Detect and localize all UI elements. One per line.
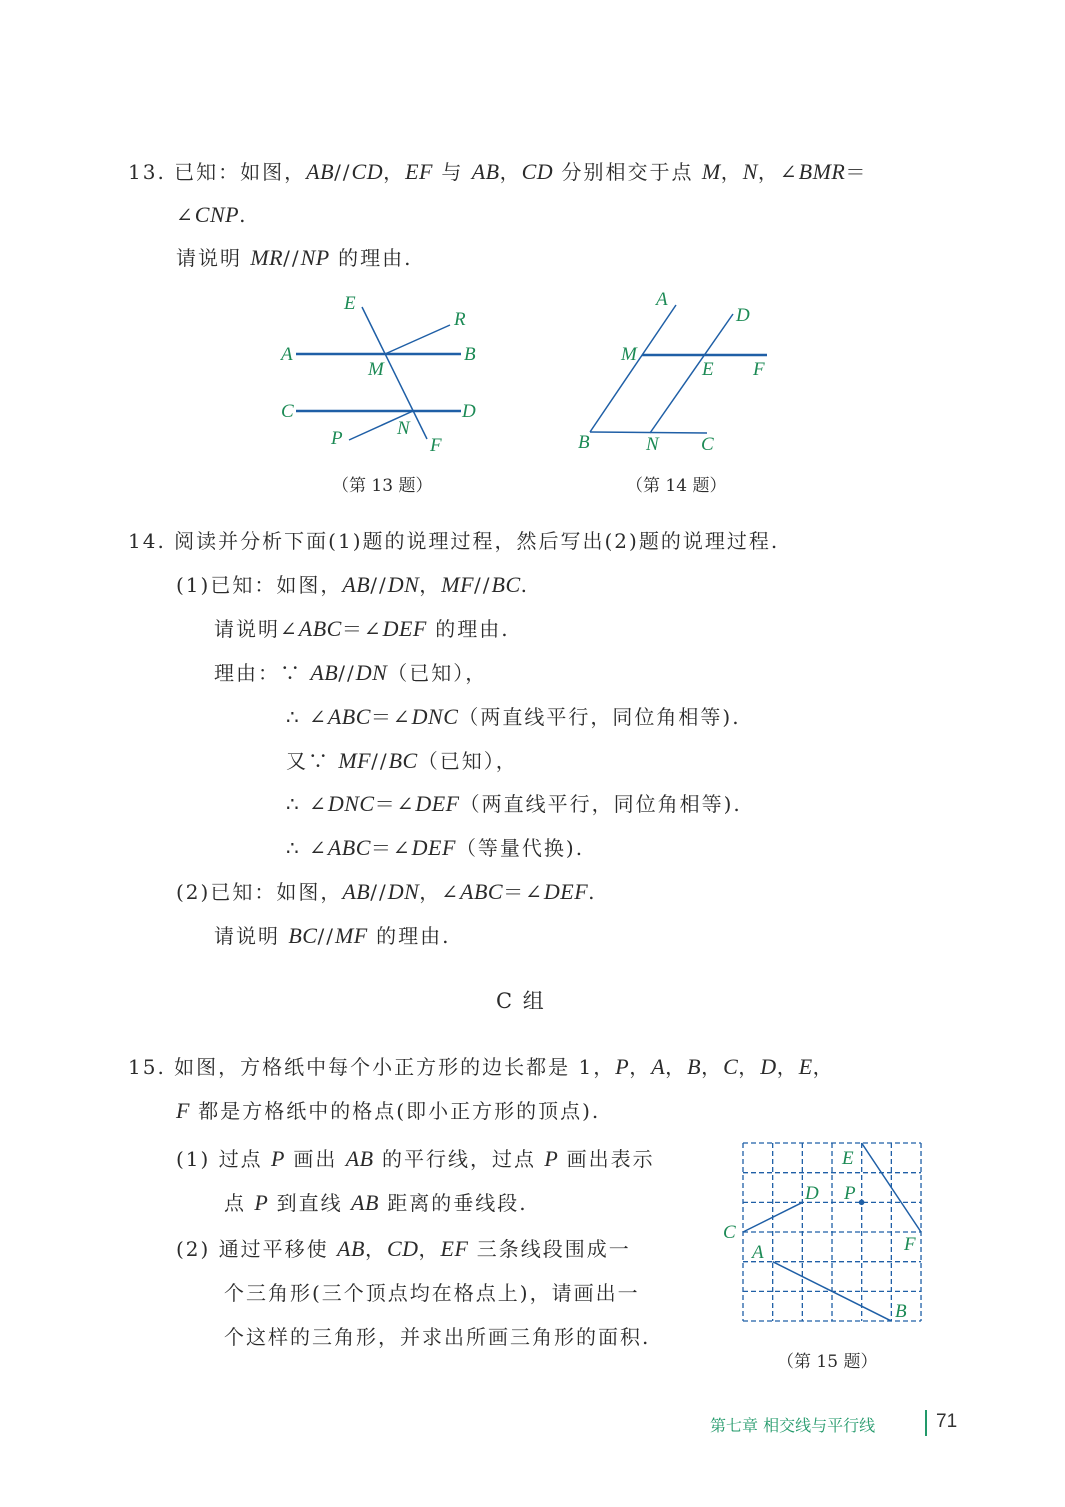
- reason-step: 又∵ MF//BC（已知），: [286, 748, 518, 773]
- figure-13-caption: （第 13 题）: [332, 476, 433, 496]
- part-2-cont: 个这样的三角形，并求出所画三角形的面积.: [224, 1325, 651, 1349]
- part-1-cont: 点 P 到直线 AB 距离的垂线段.: [224, 1190, 528, 1215]
- problem-13-question: 请说明 MR//NP 的理由.: [176, 245, 413, 270]
- problem-15-statement: 15. 如图，方格纸中每个小正方形的边长都是 1，P，A，B，C，D，E，: [128, 1054, 835, 1079]
- part-2: (2) 通过平移使 AB，CD，EF 三条线段围成一: [176, 1236, 631, 1261]
- label: M: [368, 359, 384, 380]
- ray-mr: [385, 325, 450, 354]
- section-heading: C 组: [496, 989, 546, 1013]
- part-1-question: 请说明∠ABC＝∠DEF 的理由.: [214, 616, 510, 641]
- label: E: [702, 359, 714, 380]
- label: E: [344, 293, 356, 314]
- label: A: [281, 344, 293, 365]
- part-2-cont: 个三角形(三个顶点均在格点上)，请画出一: [224, 1281, 640, 1305]
- label: E: [842, 1148, 854, 1169]
- figure-14-caption: （第 14 题）: [626, 476, 727, 496]
- label: C: [281, 401, 294, 422]
- label: B: [464, 344, 476, 365]
- problem-13-statement: 13. 已知：如图，AB//CD，EF 与 AB，CD 分别相交于点 M，N，∠BMR＝: [128, 159, 868, 184]
- label: R: [454, 309, 466, 330]
- reason-step: ∴ ∠ABC＝∠DEF（等量代换).: [286, 835, 585, 860]
- reason-step: 理由：∵ AB//DN（已知），: [214, 660, 488, 685]
- label: M: [621, 344, 637, 365]
- point-p: [859, 1200, 865, 1206]
- part-1-given: (1)已知：如图，AB//DN，MF//BC.: [176, 572, 530, 597]
- label: P: [844, 1183, 856, 1204]
- part-2-given: (2)已知：如图，AB//DN，∠ABC＝∠DEF.: [176, 879, 597, 904]
- label: C: [723, 1222, 736, 1243]
- problem-13-statement-cont: ∠CNP.: [176, 202, 248, 227]
- page-number: 71: [936, 1411, 958, 1432]
- footer-chapter: 第七章 相交线与平行线: [710, 1416, 876, 1435]
- label: N: [397, 418, 410, 439]
- label: B: [578, 432, 590, 453]
- label: B: [895, 1301, 907, 1322]
- figure-15-caption: （第 15 题）: [777, 1352, 878, 1372]
- label: A: [656, 289, 668, 310]
- reason-step: ∴ ∠DNC＝∠DEF（两直线平行，同位角相等).: [286, 791, 742, 816]
- label: D: [736, 305, 750, 326]
- label: F: [430, 435, 442, 456]
- problem-14-statement: 14. 阅读并分析下面(1)题的说理过程，然后写出(2)题的说理过程.: [128, 529, 780, 553]
- label: D: [805, 1183, 819, 1204]
- label: A: [752, 1242, 764, 1263]
- problem-15-statement-cont: F 都是方格纸中的格点(即小正方形的顶点).: [176, 1098, 601, 1123]
- line-bc: [590, 432, 707, 433]
- label: N: [646, 434, 659, 455]
- label: C: [701, 434, 714, 455]
- part-2-question: 请说明 BC//MF 的理由.: [214, 923, 451, 948]
- label: D: [462, 401, 476, 422]
- footer-divider: [925, 1410, 927, 1436]
- part-1: (1) 过点 P 画出 AB 的平行线，过点 P 画出表示: [176, 1146, 655, 1171]
- reason-step: ∴ ∠ABC＝∠DNC（两直线平行，同位角相等).: [286, 704, 741, 729]
- label: F: [904, 1234, 916, 1255]
- label: P: [331, 428, 343, 449]
- label: F: [753, 359, 765, 380]
- line-dn: [650, 314, 733, 433]
